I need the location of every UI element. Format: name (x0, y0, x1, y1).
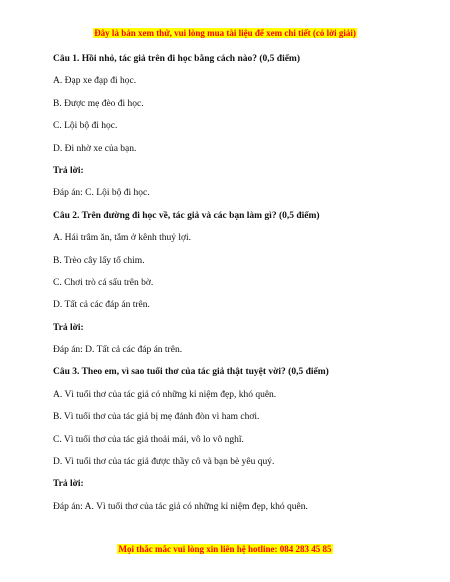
question-1-option-d: D. Đi nhờ xe của bạn. (53, 143, 137, 154)
preview-notice-text: Đây là bản xem thử, vui lòng mua tài liệu để xem chi tiết (có lời giải) (94, 28, 356, 38)
quiz-content (53, 53, 413, 523)
question-2-answer: Đáp án: D. Tất cả các đáp án trên. (53, 345, 183, 356)
hotline-notice-footer (0, 544, 450, 555)
question-2-option-a: A. Hái trâm ăn, tắm ở kênh thuỷ lợi. (53, 233, 192, 244)
question-2-answer-label: Trả lời: (53, 322, 84, 333)
question-2-option-b: B. Trèo cây lấy tổ chim. (53, 255, 145, 266)
question-3-option-d: D. Vì tuổi thơ của tác giả được thầy cô và bạn bè yêu quý. (53, 457, 275, 468)
question-1-option-b: B. Được mẹ đèo đi học. (53, 98, 144, 109)
question-1-option-a: A. Đạp xe đạp đi học. (53, 76, 137, 87)
question-3-title: Câu 3. Theo em, vì sao tuổi thơ của tác giả thật tuyệt vời? (0,5 điểm) (53, 367, 329, 378)
question-2-title: Câu 2. Trên đường đi học về, tác giả và các bạn làm gì? (0,5 điểm) (53, 210, 320, 221)
question-3-answer: Đáp án: A. Vì tuổi thơ của tác giả có những kỉ niệm đẹp, khó quên. (53, 501, 308, 512)
question-1-answer: Đáp án: C. Lội bộ đi học. (53, 188, 150, 199)
question-3-option-a: A. Vì tuổi thơ của tác giả có những kỉ niệm đẹp, khó quên. (53, 389, 277, 400)
question-1-answer-label: Trả lời: (53, 165, 84, 176)
question-3-answer-label: Trả lời: (53, 479, 84, 490)
question-2-option-c: C. Chơi trò cá sấu trên bờ. (53, 277, 154, 288)
hotline-notice-text: Mọi thắc mắc vui lòng xin liên hệ hotline: 084 283 45 85 (118, 544, 332, 554)
preview-notice-banner (0, 28, 450, 39)
question-3-option-c: C. Vì tuổi thơ của tác giả thoải mái, vô lo vô nghĩ. (53, 434, 244, 445)
question-2-option-d: D. Tất cả các đáp án trên. (53, 300, 150, 311)
question-3-option-b: B. Vì tuổi thơ của tác giả bị mẹ đánh đòn vì ham chơi. (53, 412, 260, 423)
question-1-title: Câu 1. Hồi nhỏ, tác giả trên đi học bằng cách nào? (0,5 điểm) (53, 54, 301, 64)
question-1-option-c: C. Lội bộ đi học. (53, 121, 118, 132)
